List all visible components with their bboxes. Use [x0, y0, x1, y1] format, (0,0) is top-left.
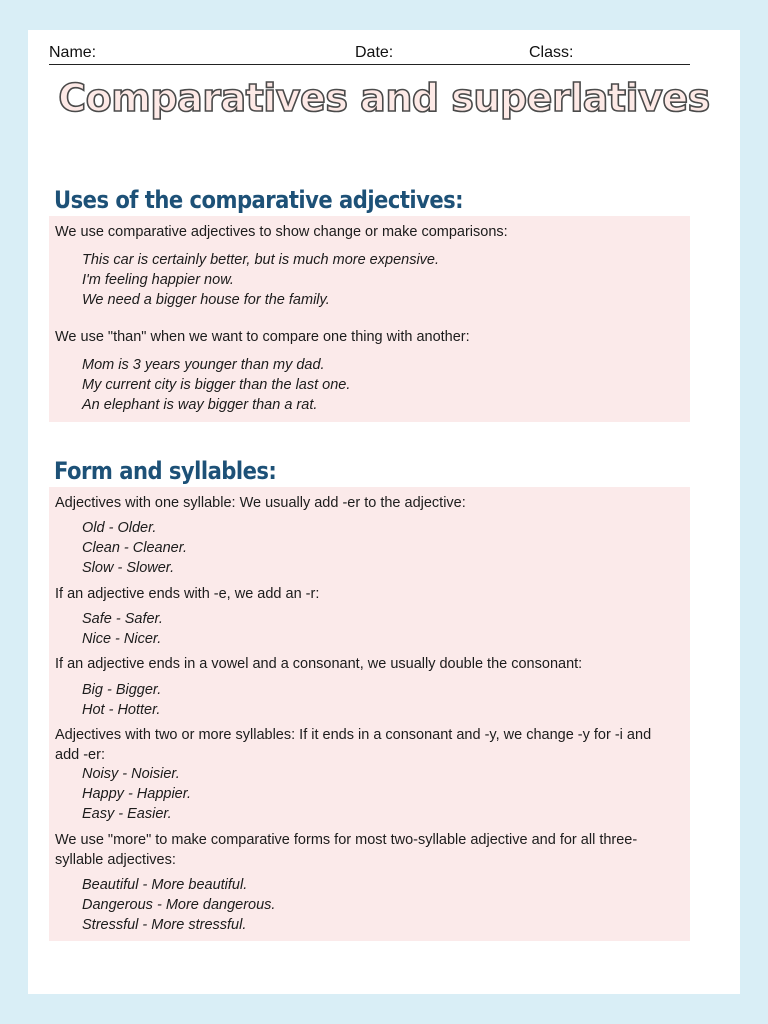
- worksheet-title: Comparatives and superlatives: [58, 76, 710, 120]
- rule-more: We use "more" to make comparative forms for most two-syllable adjective and for all three-syllable adjectives:: [55, 832, 638, 868]
- uses-section-box: [49, 216, 690, 422]
- student-info-line: [49, 44, 690, 65]
- form-heading: Form and syllables:: [54, 457, 277, 485]
- date-label: Date:: [355, 44, 394, 61]
- than-example: An elephant is way bigger than a rat.: [82, 397, 318, 413]
- uses-example: I'm feeling happier now.: [82, 272, 234, 288]
- form-example: Nice - Nicer.: [82, 631, 162, 647]
- form-example: Hot - Hotter.: [82, 702, 161, 718]
- rule-one-syllable: Adjectives with one syllable: We usually add -er to the adjective:: [55, 495, 466, 511]
- uses-intro-1: We use comparative adjectives to show change or make comparisons:: [55, 224, 508, 240]
- than-example: Mom is 3 years younger than my dad.: [82, 357, 325, 373]
- form-example: Dangerous - More dangerous.: [82, 897, 276, 913]
- form-example: Old - Older.: [82, 520, 157, 536]
- rule-ends-with-e: If an adjective ends with -e, we add an -r:: [55, 586, 320, 602]
- uses-example: This car is certainly better, but is much more expensive.: [82, 252, 440, 268]
- uses-heading: Uses of the comparative adjectives:: [54, 186, 464, 214]
- form-example: Slow - Slower.: [82, 560, 175, 576]
- form-example: Beautiful - More beautiful.: [82, 877, 248, 893]
- class-label: Class:: [529, 44, 574, 61]
- than-example: My current city is bigger than the last one.: [82, 377, 351, 393]
- uses-example: We need a bigger house for the family.: [82, 292, 330, 308]
- rule-double-consonant: If an adjective ends in a vowel and a consonant, we usually double the consonant:: [55, 656, 583, 672]
- form-example: Safe - Safer.: [82, 611, 163, 627]
- form-section-box: [49, 487, 690, 941]
- rule-two-syllables-y: Adjectives with two or more syllables: If it ends in a consonant and -y, we change -y for -i and add -er:: [55, 727, 652, 763]
- form-example: Easy - Easier.: [82, 806, 172, 822]
- form-example: Big - Bigger.: [82, 682, 162, 698]
- form-example: Clean - Cleaner.: [82, 540, 188, 556]
- form-example: Stressful - More stressful.: [82, 917, 247, 933]
- name-label: Name:: [49, 44, 97, 61]
- form-example: Noisy - Noisier.: [82, 766, 180, 782]
- form-example: Happy - Happier.: [82, 786, 192, 802]
- uses-intro-2: We use "than" when we want to compare one thing with another:: [55, 329, 470, 345]
